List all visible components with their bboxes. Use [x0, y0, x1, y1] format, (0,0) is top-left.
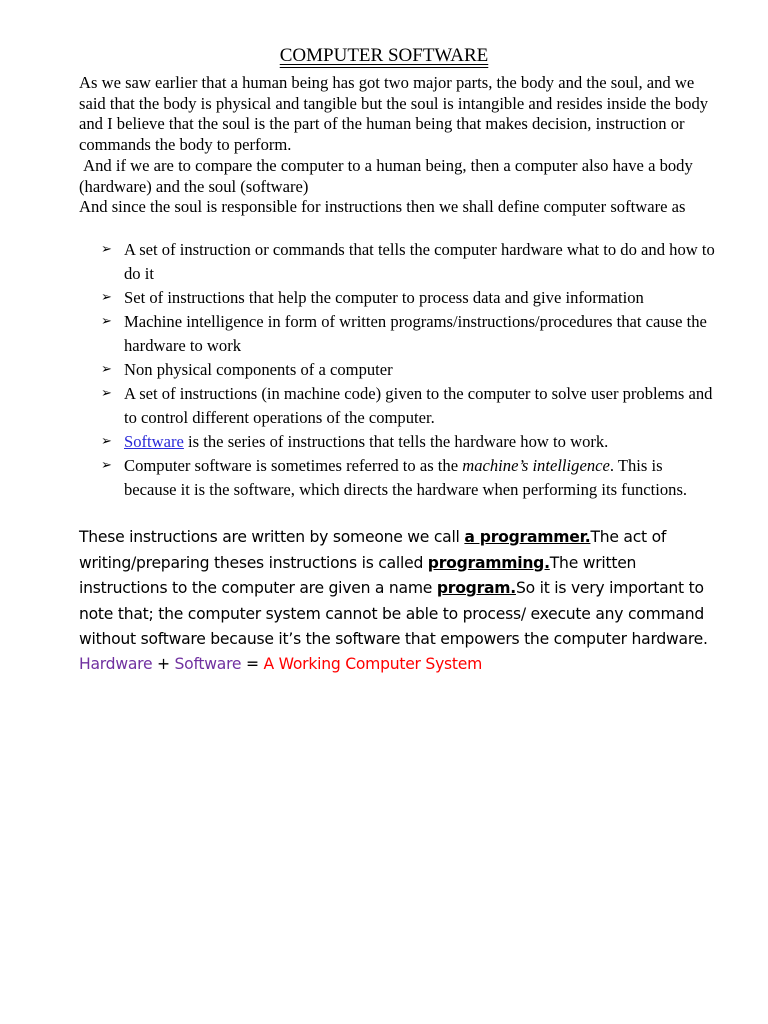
page-title	[0, 45, 768, 67]
arrow-bullet-icon: ➢	[101, 386, 112, 401]
term-programmer: a programmer.	[464, 528, 591, 546]
list-item: ➢ A set of instruction or commands that tells the computer hardware what to do and how to do it	[101, 240, 715, 283]
summary-equation: Hardware + Software = A Working Computer System	[79, 655, 483, 673]
arrow-bullet-icon: ➢	[101, 434, 112, 449]
definition-list	[79, 238, 719, 502]
list-item: ➢ A set of instructions (in machine code) given to the computer to solve user problems and to control different operations of the computer.	[101, 384, 713, 427]
equation-a: A	[263, 655, 279, 673]
list-item: ➢ Machine intelligence in form of written programs/instructions/procedures that cause the hardware to work	[101, 312, 707, 355]
term-programming: programming.	[427, 553, 550, 572]
equation-result: Working Computer System	[278, 655, 483, 673]
list-item: ➢ Non physical components of a computer	[79, 358, 719, 382]
arrow-bullet-icon: ➢	[101, 290, 112, 305]
arrow-bullet-icon: ➢	[101, 362, 112, 377]
term-program: program.	[436, 579, 516, 597]
arrow-bullet-icon: ➢	[101, 242, 112, 257]
intro-section	[79, 73, 719, 218]
equation-software: Software	[174, 655, 242, 673]
title-text: COMPUTER SOFTWARE	[279, 45, 489, 66]
arrow-bullet-icon: ➢	[101, 458, 112, 473]
list-item: ➢ Computer software is sometimes referred to as the machine’s intelligence. This is because it is the software, which directs the hardware when performing its functions.	[101, 456, 688, 499]
list-item: ➢ Software is the series of instructions that tells the hardware how to work.	[79, 430, 719, 454]
equation-hardware: Hardware	[79, 655, 153, 673]
software-link[interactable]: Software	[124, 432, 184, 451]
intro-paragraph-1: As we saw earlier that a human being has got two major parts, the body and the soul, and we said that the body is physical and tangible but the soul is intangible and resides inside the body and I believe that the soul is the part of the human being that makes decision, instruction or commands the body to perform.	[79, 73, 713, 155]
intro-paragraph-2: And if we are to compare the computer to a human being, then a computer also have a body (hardware) and the soul (software)	[79, 155, 697, 196]
closing-paragraph: These instructions are written by someone we call a programmer.The act of writing/preparing theses instructions is called programming.The written instructions to the computer are given a name program.So it is very important to note that; the computer system cannot be able to process/ execute any command without software because it’s the software that empowers the computer hardware.	[79, 528, 708, 648]
intro-paragraph-3: And since the soul is responsible for instructions then we shall define computer software as	[79, 197, 686, 217]
italic-term: machine’s intelligence	[462, 456, 610, 475]
list-item: ➢ Set of instructions that help the computer to process data and give information	[79, 286, 719, 310]
arrow-bullet-icon: ➢	[101, 314, 112, 329]
